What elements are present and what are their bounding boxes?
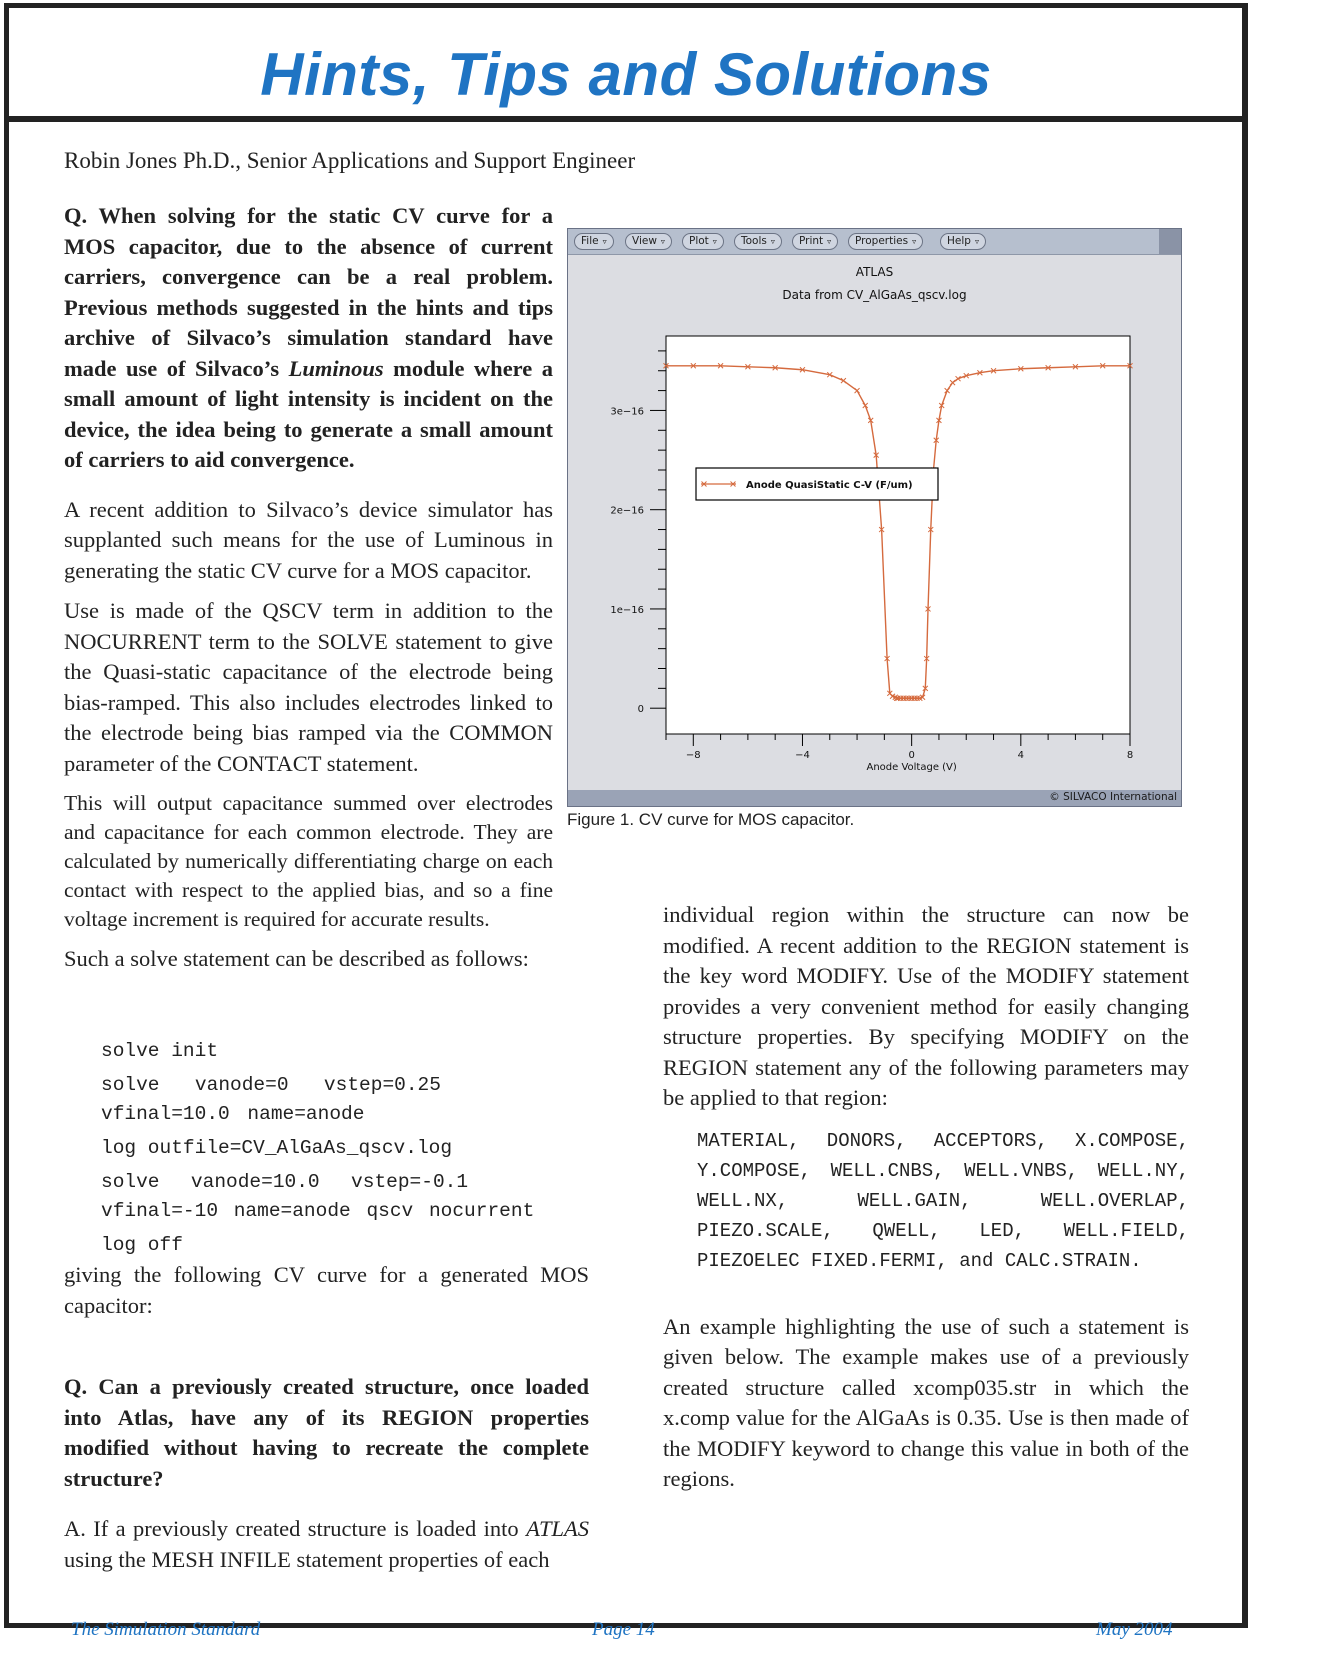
right-paragraph-2: An example highlighting the use of such a statement is given below. The example makes use of a previously created structure called xcomp035.str in which the x.comp value for the AlGaAs is 0.35. Use is then made of the MODIFY keyword to change this value in both of the regions.	[663, 1313, 1189, 1491]
chart-subtitle: Data from CV_AlGaAs_qscv.log	[782, 288, 967, 302]
plot-area	[666, 336, 1130, 734]
question-2: Q. Can a previously created structure, once loaded into Atlas, have any of its REGION properties modified without having to recreate the complete structure?	[64, 1374, 589, 1491]
answer-2: A. If a previously created structure is loaded into ATLAS using the MESH INFILE statement properties of each	[64, 1516, 589, 1572]
chevron-down-icon: ▿	[770, 237, 775, 246]
x-axis-label: Anode Voltage (V)	[866, 762, 957, 773]
y-tick-label: 2e−16	[610, 505, 644, 517]
code-block	[64, 1037, 589, 1260]
chevron-down-icon: ▿	[827, 237, 832, 246]
chevron-down-icon: ▿	[912, 237, 917, 246]
menubar-corner	[1159, 229, 1181, 254]
chevron-down-icon: ▿	[712, 237, 717, 246]
title-divider	[4, 116, 1248, 122]
x-tick-label: −4	[795, 750, 810, 761]
code-line: log outfile=CV_AlGaAs_qscv.log	[101, 1137, 453, 1159]
y-tick-label: 0	[637, 704, 644, 716]
paragraph-1: A recent addition to Silvaco’s device simulator has supplanted such means for the use of Luminous in generating the static CV curve for a MOS capacitor.	[64, 496, 553, 583]
x-tick-label: 0	[908, 750, 915, 761]
chevron-down-icon: ▿	[974, 237, 979, 246]
figure-caption: Figure 1. CV curve for MOS capacitor.	[567, 810, 855, 829]
paragraph-4: Such a solve statement can be described as follows:	[64, 946, 529, 971]
left-column	[64, 201, 553, 975]
menu-properties[interactable]: Properties ▿	[848, 233, 923, 250]
paragraph-3: This will output capacitance summed over electrodes and capacitance for each common electrode. They are calculated by numerically differentiating charge on each contact with respect to the applied bias, and so a fine voltage increment is required for accurate results.	[64, 791, 553, 931]
y-tick-label: 1e−16	[610, 604, 644, 616]
footer-publication: The Simulation Standard	[71, 1619, 261, 1640]
code-line: solve vanode=0 vstep=0.25 vfinal=10.0 name=anode	[101, 1074, 477, 1125]
footer-date: May 2004	[1096, 1619, 1173, 1640]
legend-label: Anode QuasiStatic C-V (F/um)	[746, 480, 913, 491]
code-line: log off	[101, 1234, 183, 1256]
plot-statusbar	[568, 790, 1181, 806]
menu-help[interactable]: Help ▿	[940, 233, 986, 250]
menu-file[interactable]: File ▿	[574, 233, 614, 250]
paragraph-5: giving the following CV curve for a generated MOS capacitor:	[64, 1262, 589, 1318]
chart-title: ATLAS	[855, 265, 894, 279]
code-line: solve init	[101, 1040, 219, 1062]
menu-tools[interactable]: Tools ▿	[734, 233, 782, 250]
chevron-down-icon: ▿	[602, 237, 607, 246]
footer-page-number: Page 14	[592, 1619, 655, 1640]
y-tick-label: 3e−16	[610, 406, 644, 418]
copyright-text: © SILVACO International	[1049, 791, 1177, 803]
code-line: solve vanode=10.0 vstep=-0.1 vfinal=-10 name=anode qscv nocurrent	[101, 1171, 535, 1222]
region-parameters-list: MATERIAL, DONORS, ACCEPTORS, X.COMPOSE, Y.COMPOSE, WELL.CNBS, WELL.VNBS, WELL.NY, WELL.NX, WELL.GAIN, WELL.OVERLAP, PIEZO.SCALE, QWELL, LED, WELL.FIELD, PIEZOELEC FIXED.FERMI, and CALC.STRAIN.	[697, 1129, 1189, 1272]
author-byline: Robin Jones Ph.D., Senior Applications and Support Engineer	[64, 148, 636, 173]
menu-view[interactable]: View ▿	[625, 233, 672, 250]
x-tick-label: −8	[685, 750, 701, 761]
right-column	[663, 900, 1189, 1495]
question-1: Q. When solving for the static CV curve for a MOS capacitor, due to the absence of current carriers, convergence can be a real problem. Previous methods suggested in the hints and tips archive of Silvaco’s simulation standard have made use of Silvaco’s Luminous module where a small amount of light intensity is incident on the device, the idea being to generate a small amount of carriers to aid convergence.	[64, 203, 553, 472]
paragraph-2: Use is made of the QSCV term in addition to the NOCURRENT term to the SOLVE statement to give the Quasi-static capacitance of the electrode being bias-ramped. This also includes electrodes linked to the electrode being bias ramped via the COMMON parameter of the CONTACT statement.	[64, 598, 553, 776]
x-tick-label: 4	[1017, 750, 1025, 761]
tonyplot-window	[567, 228, 1182, 807]
page-title: Hints, Tips and Solutions	[260, 41, 992, 108]
cv-chart	[568, 255, 1181, 792]
right-paragraph-1: individual region within the structure can now be modified. A recent addition to the REGION statement is the key word MODIFY. Use of the MODIFY statement provides a very convenient method for easily changing structure properties. By specifying MODIFY on the REGION statement any of the following parameters may be applied to that region:	[663, 902, 1189, 1110]
left-column-lower	[64, 1037, 589, 1575]
plot-menubar	[568, 229, 1181, 255]
chevron-down-icon: ▿	[660, 237, 665, 246]
x-tick-label: 8	[1126, 750, 1134, 761]
menu-print[interactable]: Print ▿	[792, 233, 838, 250]
menu-plot[interactable]: Plot ▿	[682, 233, 724, 250]
